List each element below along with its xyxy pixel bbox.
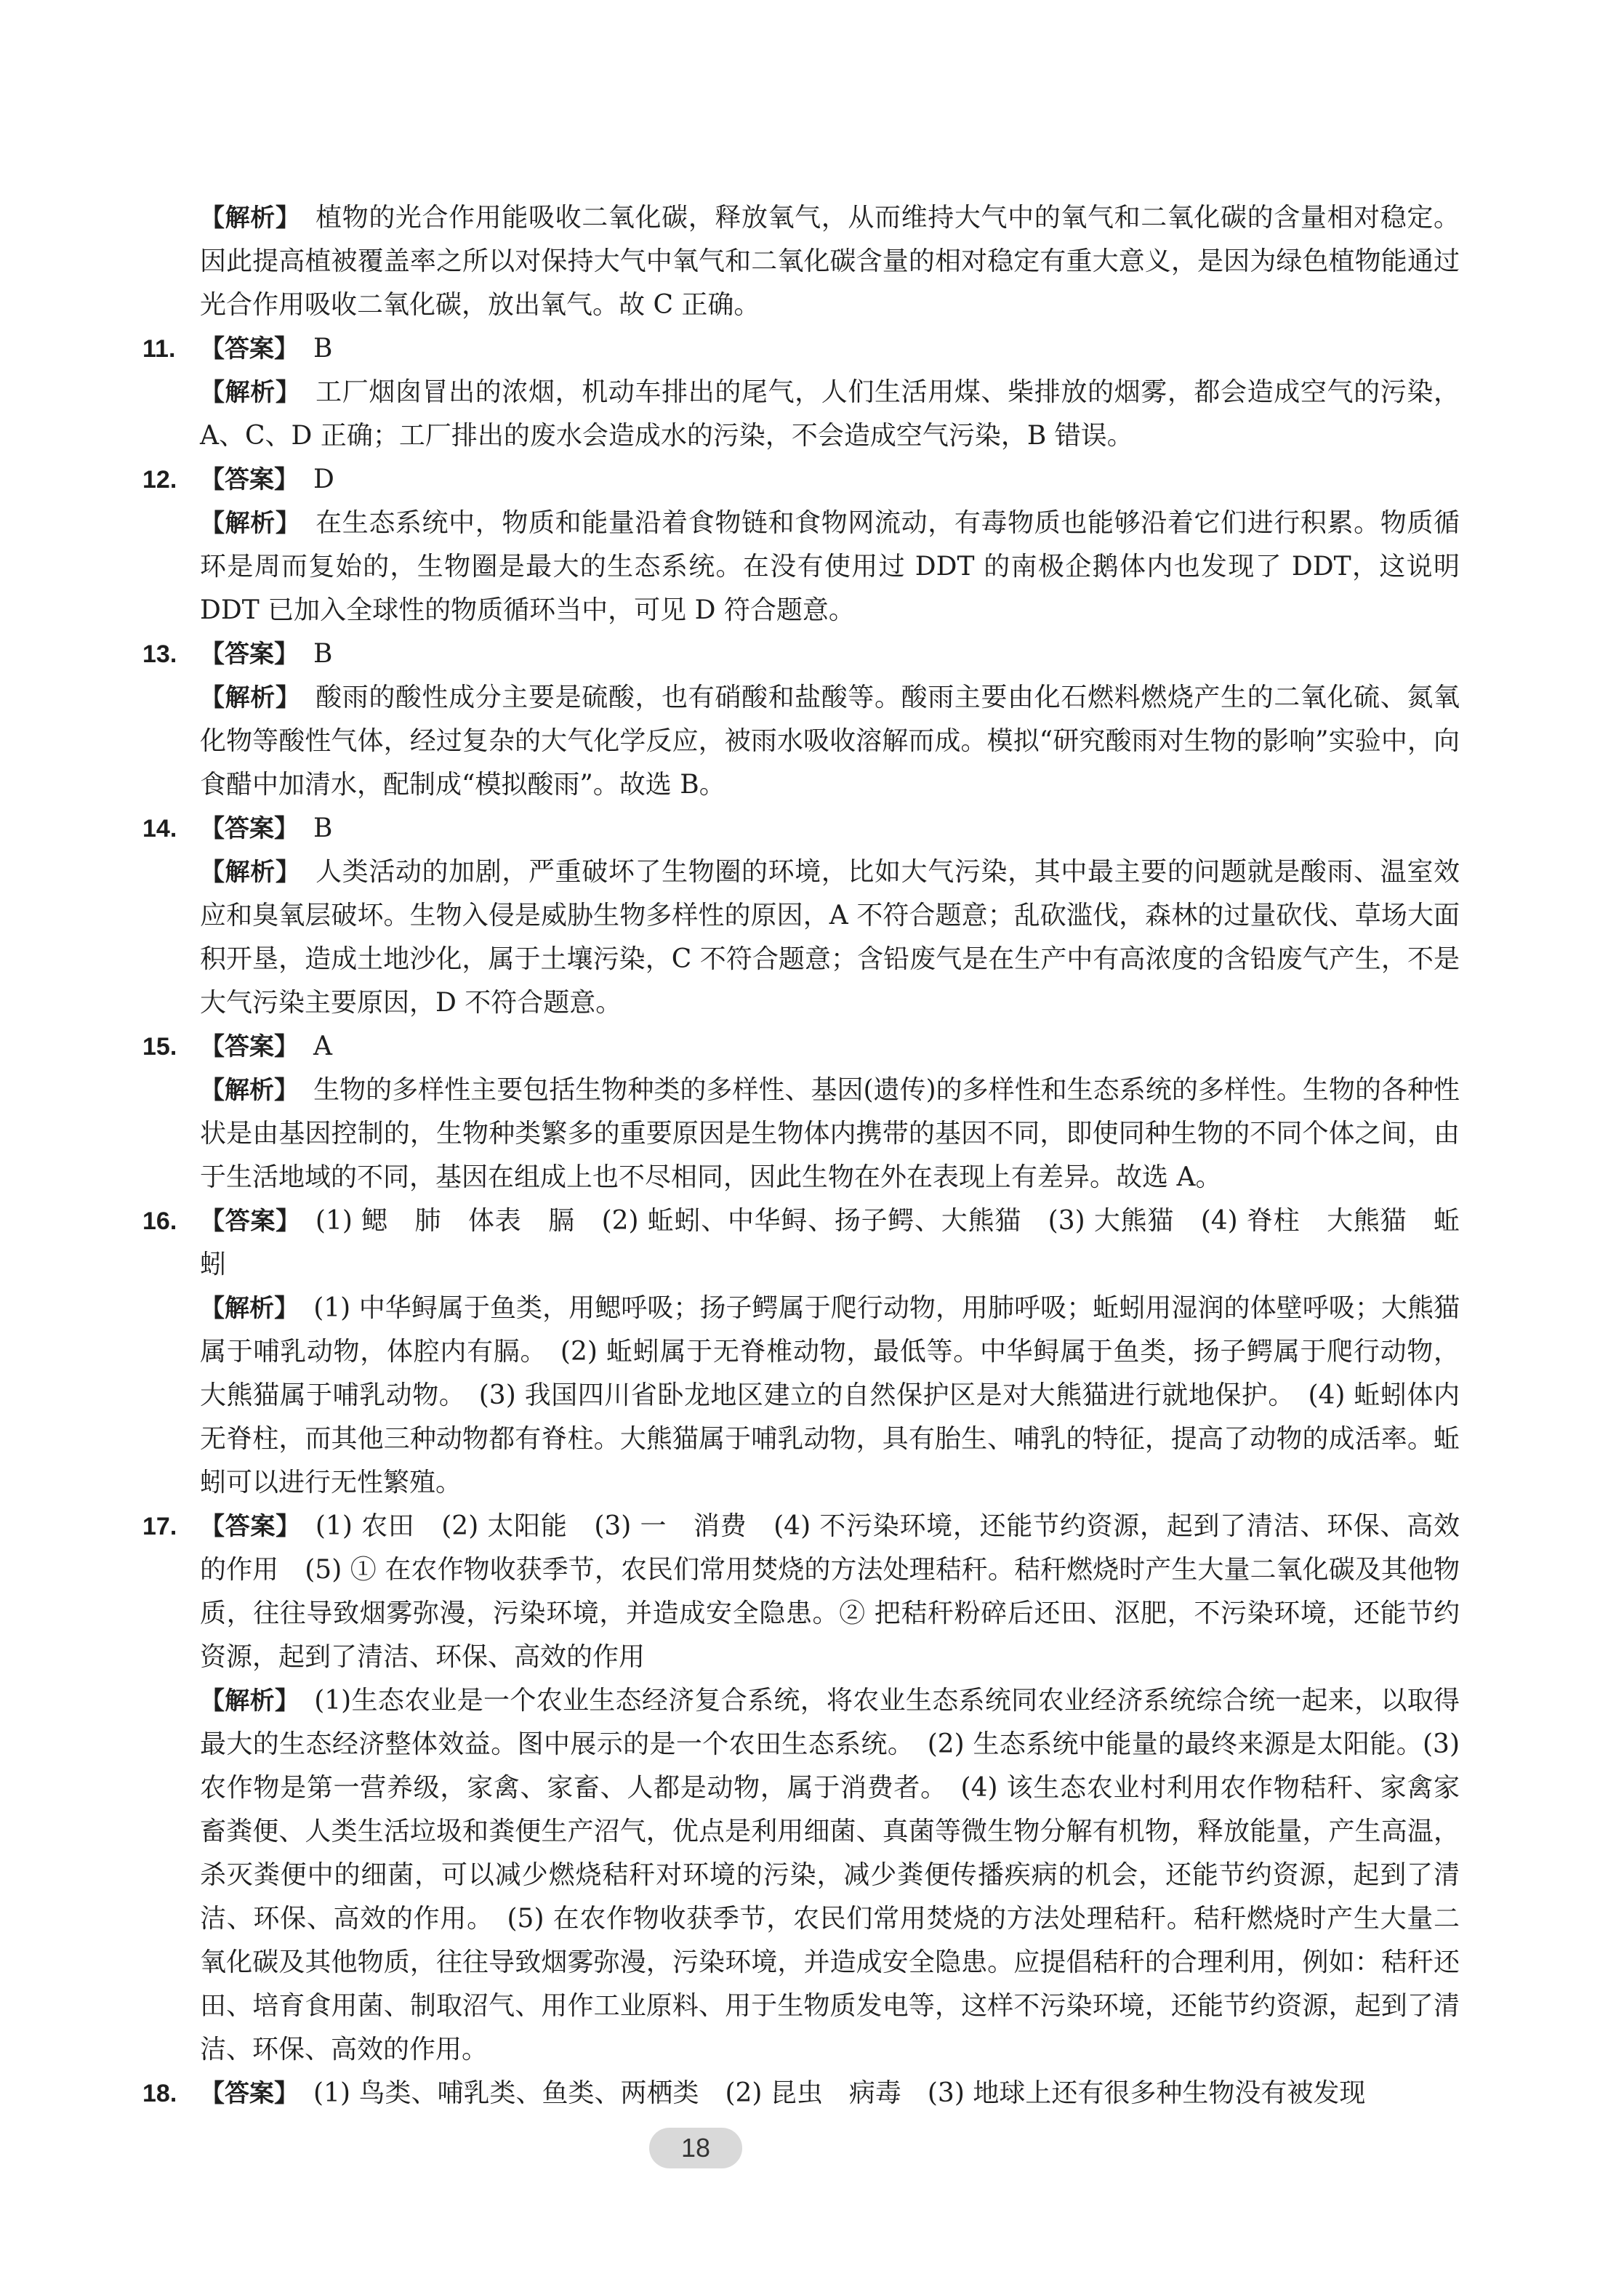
analysis-label: 【解析】 [200,858,301,887]
answer-label: 【答案】 [200,1032,299,1061]
analysis-label: 【解析】 [200,509,301,538]
answer-key-page [142,196,1460,2115]
analysis-paragraph [200,676,1460,807]
item-number: 13. [142,640,177,668]
answer-text: A [313,1032,332,1061]
analysis-paragraph [200,371,1460,458]
analysis-text: 工厂烟囱冒出的浓烟，机动车排出的尾气，人们生活用煤、柴排放的烟雾，都会造成空气的污染，A、C、D 正确；工厂排出的废水会造成水的污染，不会造成空气污染，B 错误。 [200,377,1460,451]
answer-text: B [313,639,333,669]
analysis-text: 植物的光合作用能吸收二氧化碳，释放氧气，从而维持大气中的氧气和二氧化碳的含量相对稳定。因此提高植被覆盖率之所以对保持大气中氧气和二氧化碳含量的相对稳定有重大意义，是因为绿色植物能通过光合作用吸收二氧化碳，放出氧气。故 C 正确。 [200,203,1460,320]
answer-line [200,327,1460,371]
answer-item-15 [142,1025,1460,1199]
answer-text: B [313,334,333,363]
answer-text: (1) 鳃 肺 体表 膈 (2) 蚯蚓、中华鲟、扬子鳄、大熊猫 (3) 大熊猫 (4) 脊柱 大熊猫 蚯蚓 [200,1206,1460,1279]
answer-label: 【答案】 [200,465,299,494]
answer-text: (1) 农田 (2) 太阳能 (3) 一 消费 (4) 不污染环境，还能节约资源，起到了清洁、环保、高效的作用 (5) ① 在农作物收获季节，农民们常用焚烧的方法处理秸秆。秸秆燃烧时产生大量二氧化碳及其他物质，往往导致烟雾弥漫，污染环境，并造成安全隐患。② 把秸秆粉碎后还田、沤肥，不污染环境，还能节约资源，起到了清洁、环保、高效的作用 [200,1511,1460,1672]
analysis-label: 【解析】 [200,1076,300,1105]
analysis-text: 酸雨的酸性成分主要是硫酸，也有硝酸和盐酸等。酸雨主要由化石燃料燃烧产生的二氧化硫、氮氧化物等酸性气体，经过复杂的大气化学反应，被雨水吸收溶解而成。模拟“研究酸雨对生物的影响”实验中，向食醋中加清水，配制成“模拟酸雨”。故选 B。 [200,683,1460,800]
analysis-paragraph [200,502,1460,632]
item-number: 15. [142,1033,177,1061]
analysis-label: 【解析】 [200,1294,300,1323]
answer-line [200,807,1460,851]
analysis-text: 在生态系统中，物质和能量沿着食物链和食物网流动，有毒物质也能够沿着它们进行积累。物质循环是周而复始的，生物圈是最大的生态系统。在没有使用过 DDT 的南极企鹅体内也发现了 DDT，这说明 DDT 已加入全球性的物质循环当中，可见 D 符合题意。 [200,508,1460,625]
item-number: 14. [142,815,177,843]
item-number: 18. [142,2080,177,2107]
answer-label: 【答案】 [200,1207,301,1236]
analysis-label: 【解析】 [200,1686,300,1716]
analysis-paragraph [200,1679,1460,2072]
answer-line [200,1505,1460,1679]
analysis-paragraph [200,1287,1460,1505]
answer-item-17 [142,1505,1460,2072]
answer-text: D [313,465,334,494]
answer-label: 【答案】 [200,1512,301,1541]
analysis-text: 人类活动的加剧，严重破坏了生物圈的环境，比如大气污染，其中最主要的问题就是酸雨、温室效应和臭氧层破坏。生物入侵是威胁生物多样性的原因，A 不符合题意；乱砍滥伐，森林的过量砍伐、草场大面积开垦，造成土地沙化，属于土壤污染，C 不符合题意；含铅废气是在生产中有高浓度的含铅废气产生，不是大气污染主要原因，D 不符合题意。 [200,857,1460,1018]
analysis-text: 生物的多样性主要包括生物种类的多样性、基因(遗传)的多样性和生态系统的多样性。生物的各种性状是由基因控制的，生物种类繁多的重要原因是生物体内携带的基因不同，即使同种生物的不同个体之间，由于生活地域的不同，基因在组成上也不尽相同，因此生物在外在表现上有差异。故选 A。 [200,1075,1460,1192]
answer-text: (1) 鸟类、哺乳类、鱼类、两栖类 (2) 昆虫 病毒 (3) 地球上还有很多种生物没有被发现 [313,2078,1366,2108]
analysis-paragraph [200,851,1460,1025]
answer-line [200,1025,1460,1069]
item-number: 16. [142,1207,177,1235]
analysis-label: 【解析】 [200,378,301,407]
answer-line [200,2072,1460,2115]
answer-label: 【答案】 [200,640,299,669]
answer-label: 【答案】 [200,814,299,843]
answer-label: 【答案】 [200,334,299,363]
item-number: 11. [142,335,176,363]
answer-line [200,1199,1460,1287]
page-number-badge: 18 [649,2128,742,2168]
analysis-text: (1) 中华鲟属于鱼类，用鳃呼吸；扬子鳄属于爬行动物，用肺呼吸；蚯蚓用湿润的体壁呼吸；大熊猫属于哺乳动物，体腔内有膈。 (2) 蚯蚓属于无脊椎动物，最低等。中华鲟属于鱼类，扬子鳄属于爬行动物，大熊猫属于哺乳动物。 (3) 我国四川省卧龙地区建立的自然保护区是对大熊猫进行就地保护。 (4) 蚯蚓体内无脊柱，而其他三种动物都有脊柱。大熊猫属于哺乳动物，具有胎生、哺乳的特征，提高了动物的成活率。蚯蚓可以进行无性繁殖。 [200,1293,1460,1497]
analysis-label: 【解析】 [200,683,301,712]
item-number: 12. [142,466,177,494]
answer-item-13 [142,632,1460,807]
answer-line [200,632,1460,676]
analysis-label: 【解析】 [200,204,301,233]
analysis-paragraph [200,1069,1460,1199]
answer-item-14 [142,807,1460,1025]
answer-label: 【答案】 [200,2079,299,2108]
answer-item-11 [142,327,1460,458]
answer-item-16 [142,1199,1460,1505]
answer-item-12 [142,458,1460,632]
analysis-text: (1)生态农业是一个农业生态经济复合系统，将农业生态系统同农业经济系统综合统一起来，以取得最大的生态经济整体效益。图中展示的是一个农田生态系统。 (2) 生态系统中能量的最终来源是太阳能。(3) 农作物是第一营养级，家禽、家畜、人都是动物，属于消费者。 (4) 该生态农业村利用农作物秸秆、家禽家畜粪便、人类生活垃圾和粪便生产沼气，优点是利用细菌、真菌等微生物分解有机物，释放能量，产生高温，杀灭粪便中的细菌，可以减少燃烧秸秆对环境的污染，减少粪便传播疾病的机会，还能节约资源，起到了清洁、环保、高效的作用。 (5) 在农作物收获季节，农民们常用焚烧的方法处理秸秆。秸秆燃烧时产生大量二氧化碳及其他物质，往往导致烟雾弥漫，污染环境，并造成安全隐患。应提倡秸秆的合理利用，例如：秸秆还田、培育食用菌、制取沼气、用作工业原料、用于生物质发电等，这样不污染环境，还能节约资源，起到了清洁、环保、高效的作用。 [200,1686,1460,2064]
item-number: 17. [142,1513,177,1540]
answer-line [200,458,1460,502]
intro-analysis [142,196,1460,327]
answer-text: B [313,813,333,843]
answer-item-18 [142,2072,1460,2115]
